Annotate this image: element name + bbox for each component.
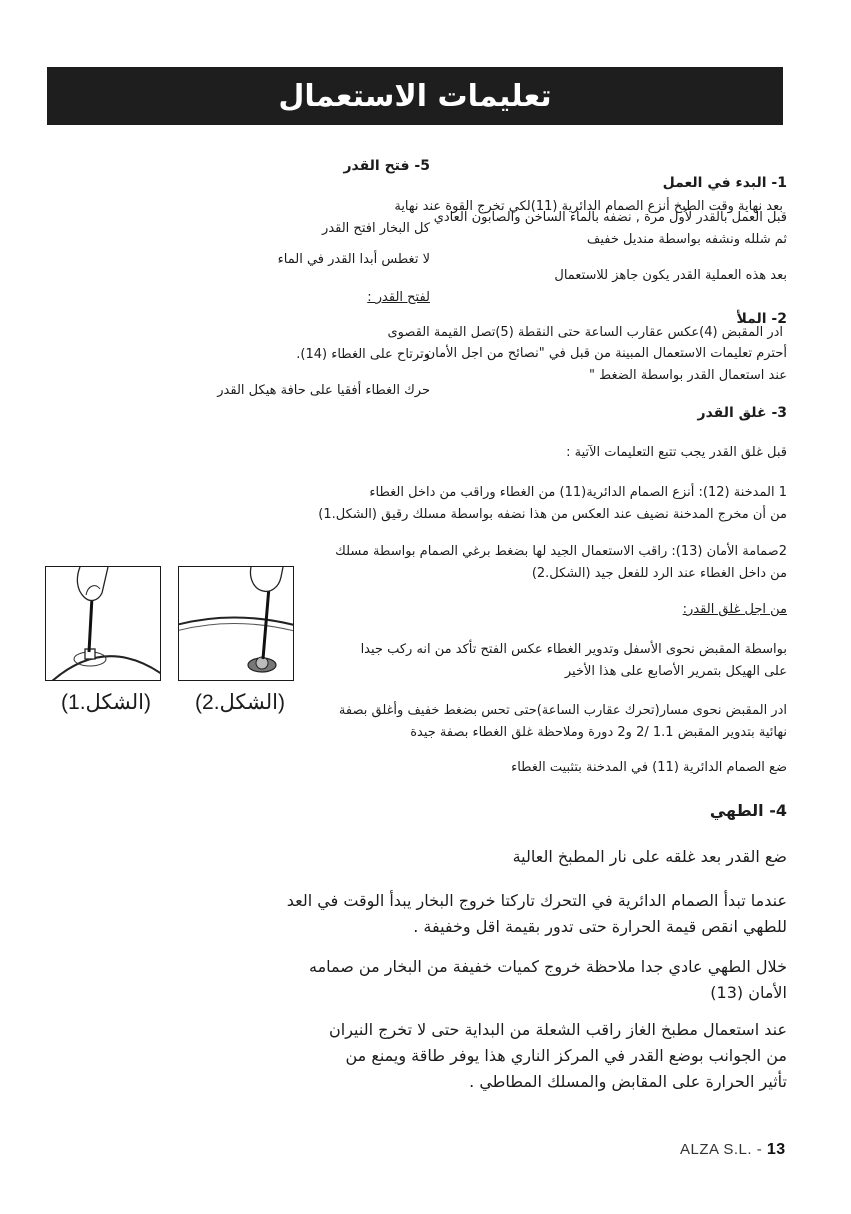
section4-line: تأثير الحرارة على المقابض والمسلك المطاطي . <box>469 1072 787 1091</box>
section4-line: ضع القدر بعد غلقه على نار المطبخ العالية <box>512 847 787 866</box>
page-title-banner <box>47 67 783 125</box>
section3-subheading: من اجل غلق القدر: <box>682 602 787 617</box>
section2-heading: 2- الملأ <box>736 311 787 327</box>
section5-line: لا تغطس أبدا القدر في الماء <box>277 252 430 267</box>
section1-line: ثم شلله ونشفه بواسطة منديل خفيف <box>586 232 787 247</box>
section3-line: من داخل الغطاء عند الرد للفعل جيد (الشكل.2) <box>531 566 787 581</box>
section2-line: عند استعمال القدر بواسطة الضغط " <box>589 368 787 383</box>
section3-line: على الهيكل بتمرير الأصابع على هذا الأخير <box>564 664 787 679</box>
section5-line: ادر المقبض (4)عكس عقارب الساعة حتى النقطة (5)تصل القيمة القصوى <box>387 325 783 340</box>
section1-line: بعد هذه العملية القدر يكون جاهز للاستعمال <box>554 268 787 283</box>
section3-line: ضع الصمام الدائرية (11) في المدخنة بتثبيت الغطاء <box>511 760 787 775</box>
section3-line: 1 المدخنة (12): أنزع الصمام الدائرية(11) من الغطاء وراقب من داخل الغطاء <box>369 485 787 500</box>
footer-company: ALZA S.L. - <box>680 1141 767 1158</box>
figure-1-caption: (الشكل.1) <box>61 691 151 714</box>
section5-line: بعد نهاية وقت الطبخ أنزع الصمام الدائرية (11)لكي تخرج القوة عند نهاية <box>394 199 783 214</box>
section4-line: عندما تبدأ الصمام الدائرية في التحرك تاركتا خروج البخار يبدأ الوقت في العد <box>286 891 787 910</box>
page-number: 13 <box>766 1141 786 1158</box>
section4-heading: 4- الطهي <box>709 801 787 820</box>
section4-line: خلال الطهي عادي جدا ملاحظة خروج كميات خفيفة من البخار من صمامه <box>308 957 787 976</box>
section1-line: قبل العمل بالقدر لأول مرة , نضفه بالماء الساخن والصابون العادي <box>433 210 787 225</box>
section3-line: من أن مخرج المدخنة نضيف عند العكس من هذا نضفه بواسطة مسلك رقيق (الشكل.1) <box>318 507 787 522</box>
figure-2-illustration <box>178 566 294 681</box>
section4-line: عند استعمال مطبخ الغاز راقب الشعلة من البداية حتى لا تخرج النيران <box>329 1020 787 1039</box>
section3-line: 2صمامة الأمان (13): راقب الاستعمال الجيد لها بضغط برغي الصمام بواسطة مسلك <box>335 544 787 559</box>
section3-line: نهائية بتدوير المقبض 1.1 /2 و2 دورة وملاحظة غلق الغطاء بصفة جيدة <box>410 725 787 740</box>
section4-line: للطهي انقص قيمة الحرارة حتى تدور بقيمة اقل وخفيفة . <box>413 917 787 936</box>
section3-line: بواسطة المقبض نحوى الأسفل وتدوير الغطاء عكس الفتح تأكد من انه ركب جيدا <box>360 642 787 657</box>
section4-line: الأمان (13) <box>710 983 787 1002</box>
section5-line: حرك الغطاء أفقيا على حافة هيكل القدر <box>217 383 430 398</box>
section4-line: من الجوانب بوضع القدر في المركز الناري هذا يوفر طاقة ويمنع من <box>345 1046 787 1065</box>
section1-heading: 1- البدء في العمل <box>662 175 787 191</box>
section5-subheading: لفتح القدر : <box>367 290 430 305</box>
section3-line: ادر المقبض نحوى مسار(تحرك عقارب الساعة)حتى تحس بضغط خفيف وأغلق بصفة <box>338 703 787 718</box>
figure-2-caption: (الشكل.2) <box>195 691 285 714</box>
section5-line: كل البخار افتح القدر <box>322 221 430 236</box>
section5-heading: 5- فتح القدر <box>343 158 430 174</box>
section2-line: أحترم تعليمات الاستعمال المبينة من قبل في "نصائح من اجل الأمان <box>425 346 787 361</box>
figure-1-illustration <box>45 566 161 681</box>
section3-heading: 3- غلق القدر <box>697 405 787 421</box>
section3-line: قبل غلق القدر يجب تتبع التعليمات الآتية : <box>566 445 787 460</box>
page-footer <box>680 1141 786 1159</box>
section5-line: وترتاح على الغطاء (14). <box>296 347 430 362</box>
page-title: تعليمات الاستعمال <box>278 78 552 114</box>
